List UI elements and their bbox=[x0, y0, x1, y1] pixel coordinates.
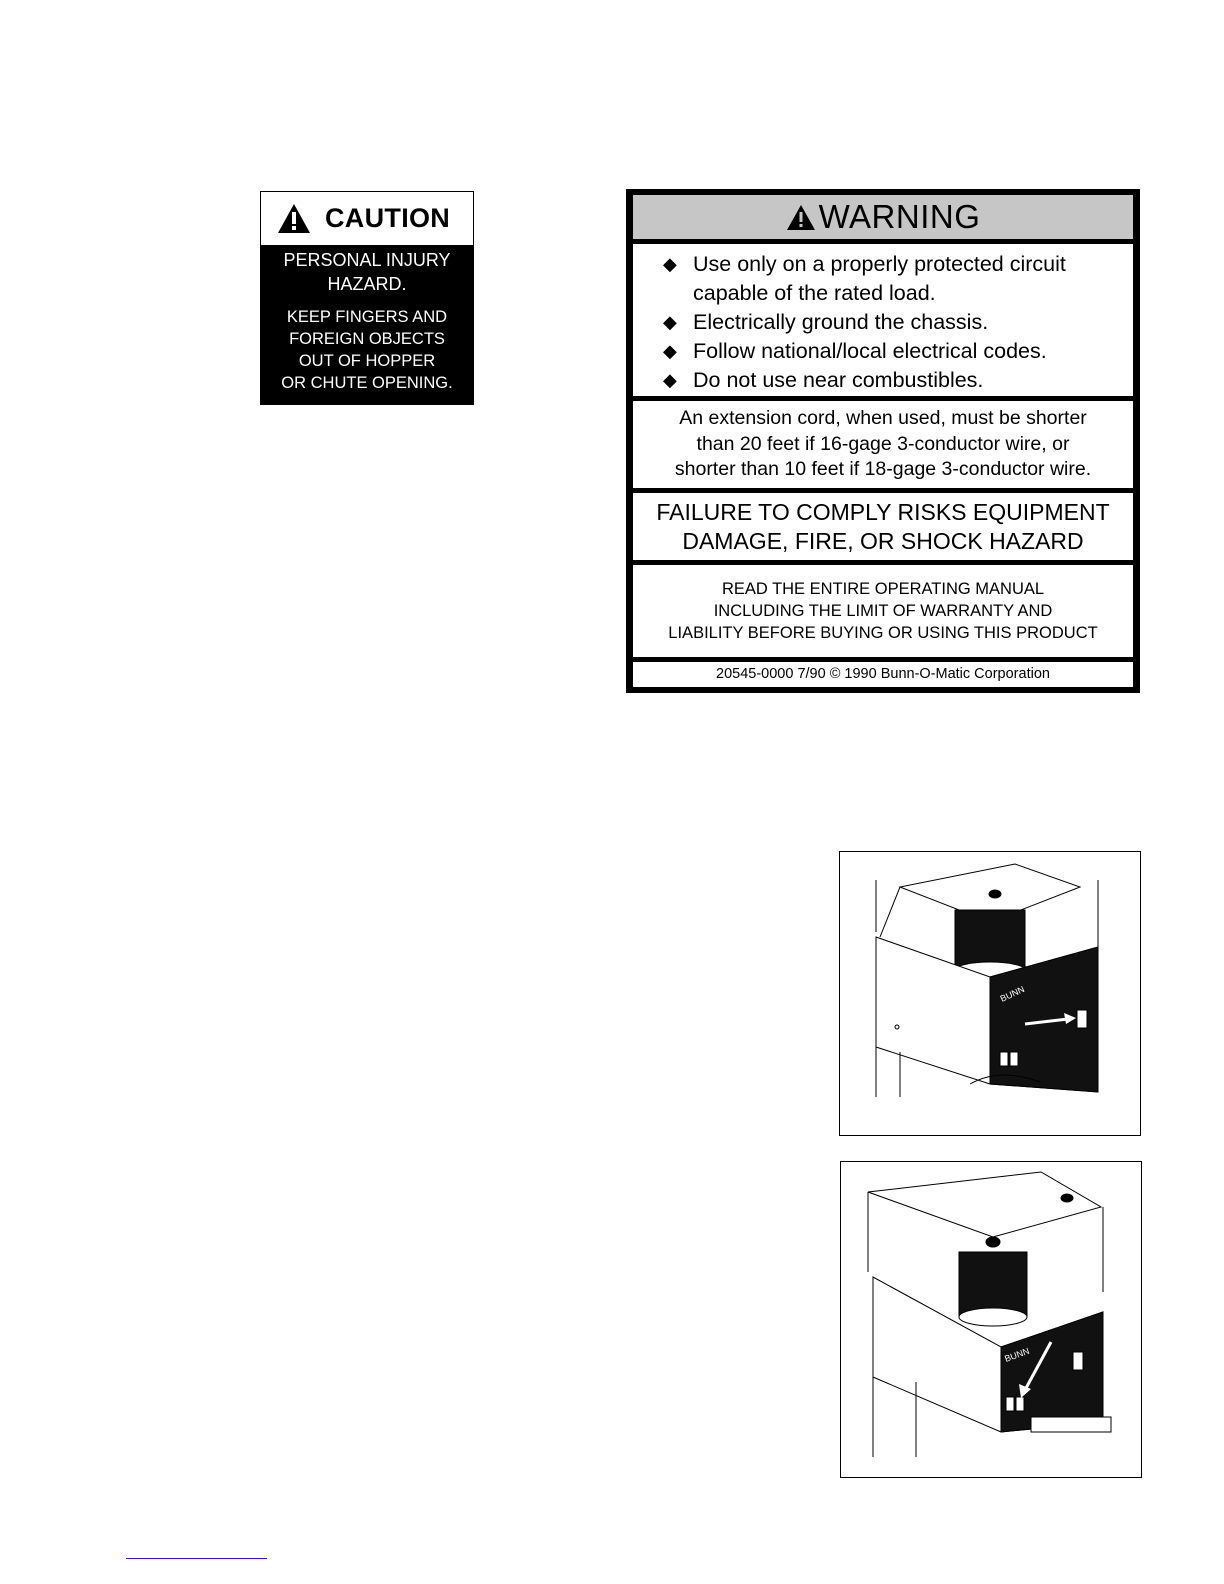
notice-line: LIABILITY BEFORE BUYING OR USING THIS PRODUCT bbox=[668, 624, 1098, 642]
notice-line: READ THE ENTIRE OPERATING MANUAL bbox=[721, 580, 1045, 598]
read-manual-notice bbox=[633, 565, 1133, 657]
bullet-text: capable of the rated load. bbox=[693, 281, 936, 305]
notice-line: than 20 feet if 16-gage 3-conductor wire, or bbox=[696, 432, 1070, 455]
caution-line: FOREIGN OBJECTS bbox=[289, 330, 445, 348]
warning-bullet bbox=[663, 366, 1133, 395]
warning-bullets bbox=[633, 244, 1133, 396]
notice-line: An extension cord, when used, must be shorter bbox=[679, 407, 1087, 429]
warning-triangle-icon bbox=[277, 203, 311, 234]
warning-bullet bbox=[663, 337, 1133, 366]
grinder-illustration-left-switch bbox=[840, 1161, 1142, 1478]
bullet-text: Electrically ground the chassis. bbox=[693, 310, 989, 334]
notice-line: INCLUDING THE LIMIT OF WARRANTY AND bbox=[713, 602, 1053, 620]
brand-label: BUNN bbox=[998, 983, 1026, 1004]
diamond-bullet-icon: ◆ bbox=[663, 370, 677, 390]
diamond-bullet-icon: ◆ bbox=[663, 341, 677, 361]
footer-rule bbox=[126, 1558, 267, 1559]
warning-footer: 20545-0000 7/90 © 1990 Bunn-O-Matic Corporation bbox=[633, 662, 1133, 687]
caution-body bbox=[261, 245, 473, 394]
notice-line: DAMAGE, FIRE, OR SHOCK HAZARD bbox=[682, 528, 1084, 554]
extension-cord-notice bbox=[633, 401, 1133, 488]
warning-label bbox=[626, 189, 1140, 693]
caution-line: PERSONAL INJURY bbox=[283, 250, 451, 270]
notice-line: FAILURE TO COMPLY RISKS EQUIPMENT bbox=[656, 499, 1110, 525]
warning-title: WARNING bbox=[818, 198, 981, 235]
warning-bullet bbox=[663, 250, 1133, 308]
caution-title: CAUTION bbox=[325, 203, 451, 233]
bullet-text: Do not use near combustibles. bbox=[693, 368, 984, 392]
brand-label: BUNN bbox=[1003, 1345, 1031, 1364]
caution-line: OR CHUTE OPENING. bbox=[281, 374, 453, 392]
diamond-bullet-icon: ◆ bbox=[663, 312, 677, 332]
grinder-drawing bbox=[841, 1162, 1140, 1476]
caution-line: HAZARD. bbox=[327, 274, 407, 294]
caution-line: OUT OF HOPPER bbox=[298, 352, 436, 370]
failure-notice bbox=[633, 493, 1133, 560]
bullet-text: Follow national/local electrical codes. bbox=[693, 339, 1047, 363]
warning-triangle-icon bbox=[786, 204, 816, 231]
caution-label bbox=[260, 191, 474, 405]
grinder-drawing bbox=[840, 852, 1140, 1135]
caution-header bbox=[261, 192, 473, 245]
bullet-text: Use only on a properly protected circuit bbox=[693, 252, 1066, 276]
grinder-illustration-switch bbox=[839, 851, 1141, 1136]
notice-line: shorter than 10 feet if 18-gage 3-conductor wire. bbox=[674, 458, 1092, 480]
warning-header bbox=[633, 195, 1133, 239]
diamond-bullet-icon: ◆ bbox=[663, 254, 677, 274]
warning-bullet bbox=[663, 308, 1133, 337]
caution-line: KEEP FINGERS AND bbox=[286, 308, 448, 326]
